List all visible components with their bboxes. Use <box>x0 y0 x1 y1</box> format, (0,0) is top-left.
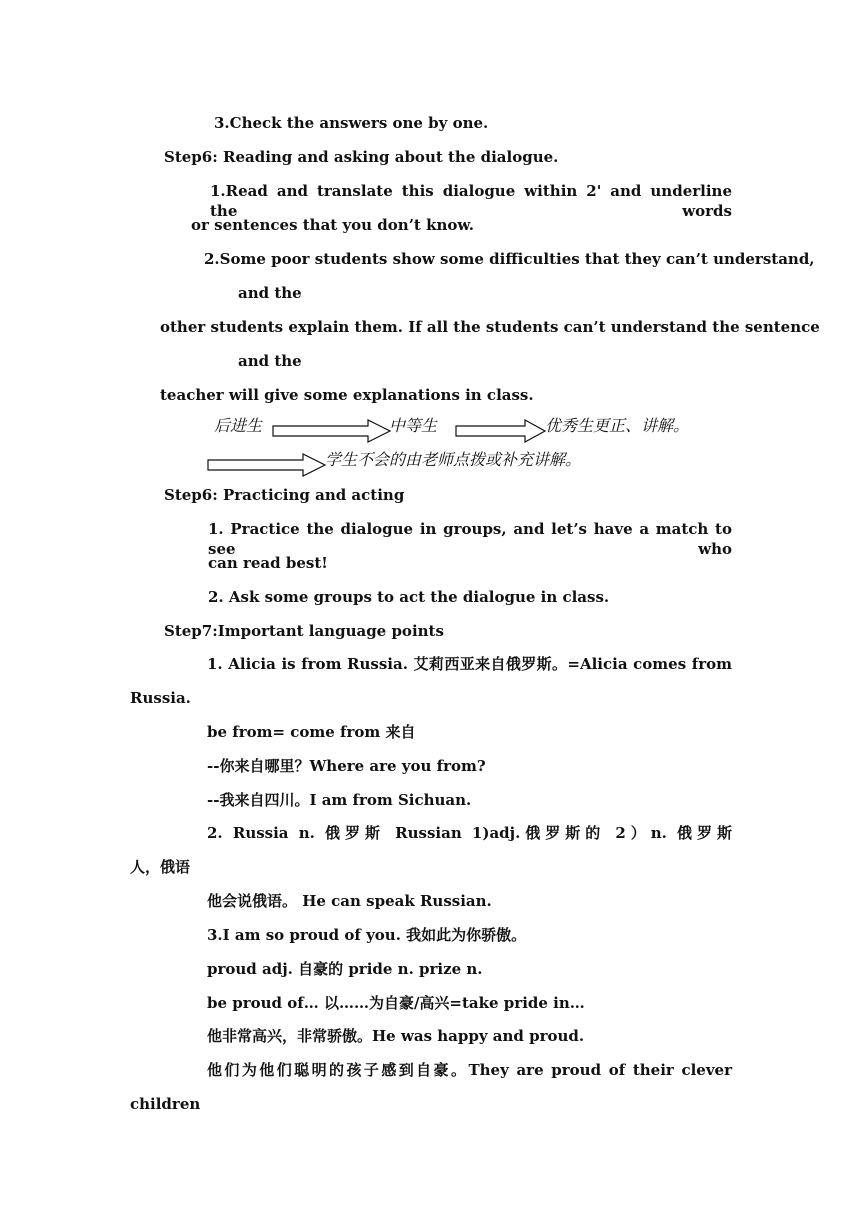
text-line: 2. Russia n. 俄罗斯 Russian 1)adj.俄罗斯的 2）n. 俄罗斯 <box>207 824 732 842</box>
text-line: children <box>130 1095 201 1113</box>
section-heading: Step6: Practicing and acting <box>164 486 405 504</box>
right-arrow-icon <box>207 453 327 477</box>
text-line: other students explain them. If all the students can’t understand the sentence <box>160 318 820 336</box>
text-line: 他们为他们聪明的孩子感到自豪。They are proud of their clever <box>207 1061 732 1079</box>
section-heading: Step7:Important language points <box>164 622 444 640</box>
text-line: 1. Practice the dialogue in groups, and let’s have a match to see who <box>208 520 732 558</box>
flow-stage-label: 中等生 <box>389 416 438 435</box>
text-line: 1. Alicia is from Russia. 艾莉西亚来自俄罗斯。=Alicia comes from <box>207 655 732 673</box>
right-arrow-icon <box>272 419 392 443</box>
section-heading: Step6: Reading and asking about the dialogue. <box>164 148 559 166</box>
flow-stage-label: 优秀生更正、讲解。 <box>545 416 690 435</box>
text-line: and the <box>238 284 302 302</box>
text-line: --我来自四川。I am from Sichuan. <box>207 791 472 809</box>
text-line: be from= come from 来自 <box>207 723 416 741</box>
text-line: 3.Check the answers one by one. <box>214 114 489 132</box>
right-arrow-icon <box>455 419 547 443</box>
text-line: proud adj. 自豪的 pride n. prize n. <box>207 960 483 978</box>
text-line: 1.Read and translate this dialogue within 2' and underline the words <box>210 182 732 220</box>
text-line: can read best! <box>208 554 328 572</box>
text-line: 他非常高兴，非常骄傲。He was happy and proud. <box>207 1027 585 1045</box>
text-line: 2. Ask some groups to act the dialogue in class. <box>208 588 610 606</box>
text-line: or sentences that you don’t know. <box>191 216 475 234</box>
text-line: --你来自哪里？Where are you from? <box>207 757 486 775</box>
flow-stage-label: 后进生 <box>214 416 263 435</box>
text-line: Russia. <box>130 689 191 707</box>
text-line: 3.I am so proud of you. 我如此为你骄傲。 <box>207 926 527 944</box>
text-line: teacher will give some explanations in class. <box>160 386 534 404</box>
text-line: 他会说俄语。 He can speak Russian. <box>207 892 492 910</box>
text-line: 人，俄语 <box>130 858 191 876</box>
text-line: and the <box>238 352 302 370</box>
flow-stage-label: 学生不会的由老师点拨或补充讲解。 <box>325 450 582 469</box>
text-line: 2.Some poor students show some difficulties that they can’t understand, <box>204 250 815 268</box>
text-line: be proud of… 以……为自豪/高兴=take pride in… <box>207 994 585 1012</box>
